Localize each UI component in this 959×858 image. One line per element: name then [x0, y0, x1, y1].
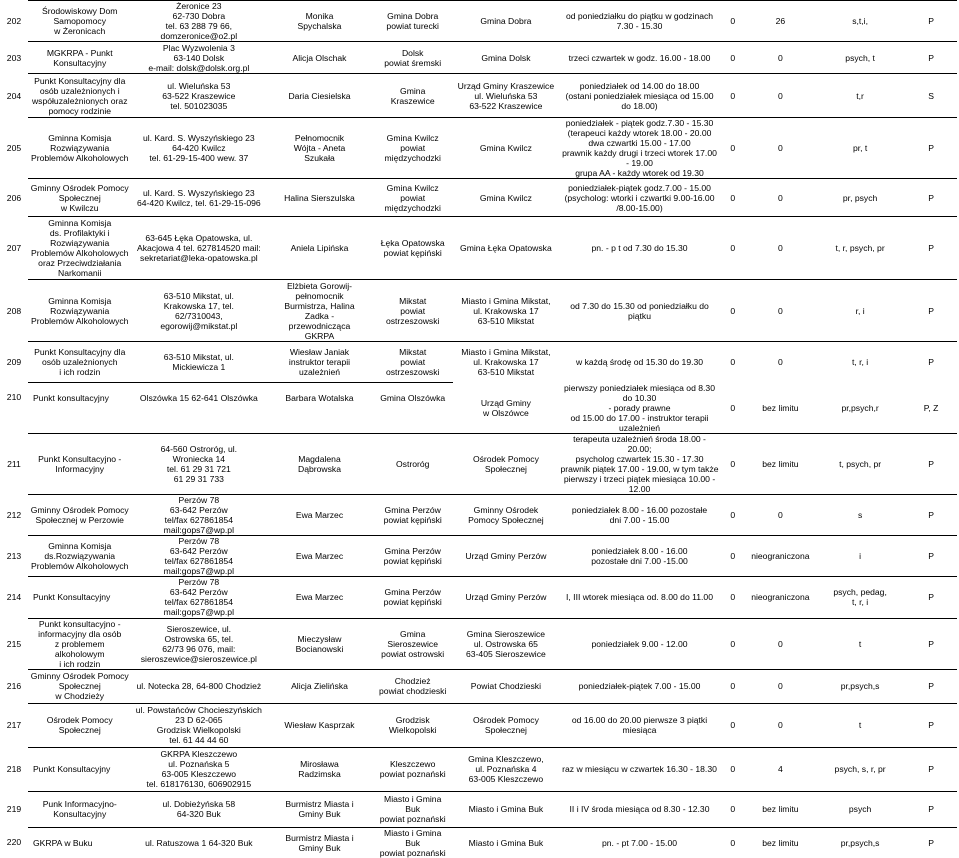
row-number: 213	[6, 550, 22, 561]
gmina-cell: Chodzież powiat chodzieski	[373, 669, 453, 703]
form-cell: P	[905, 342, 957, 383]
table-row	[0, 669, 957, 703]
value-cell-9: 0	[746, 74, 815, 118]
value-cell-9: nieograniczona	[746, 535, 815, 576]
row-number: 210	[6, 392, 22, 403]
hours-cell: poniedziałek od 14.00 do 18.00 (ostani poniedziałek miesiąca od 15.00 do 18.00)	[559, 74, 720, 118]
value-cell-8: 0	[720, 618, 746, 669]
institution-name: Gminna Komisja ds.Rozwiązywania Problemów Alkoholowych	[28, 535, 132, 576]
gmina-cell: Dolsk powiat śremski	[373, 42, 453, 74]
row-number: 204	[6, 90, 22, 101]
value-cell-9: 4	[746, 747, 815, 791]
hours-cell: w każdą środę od 15.30 do 19.30	[559, 342, 720, 383]
institution-name: Punkt Konsultacyjny	[28, 747, 132, 791]
institution-name: Gminna Komisja Rozwiązywania Problemów Alkoholowych	[28, 280, 132, 342]
hours-cell: poniedziałek-piątek 7.00 - 15.00	[559, 669, 720, 703]
table-row	[0, 747, 957, 791]
address-cell: ul. Wieluńska 53 63-522 Kraszewice tel. 501023035	[132, 74, 267, 118]
hours-cell: poniedziałek - piątek godz.7.30 - 15.30 (terapeuci każdy wtorek 18.00 - 20.00 dwa czwartki 15.00 - 17.00 prawnik każdy drugi i trzeci wtorek 17.00 - 19.00 grupa AA - każdy wtorek od 19.30	[559, 118, 720, 179]
institution-name: Punkt Konsultacyjny	[28, 576, 132, 618]
value-cell-9: bez limitu	[746, 433, 815, 494]
services-cell: t	[815, 618, 905, 669]
address-cell: ul. Dobieżyńska 58 64-320 Buk	[132, 791, 267, 827]
blank-cell	[28, 412, 132, 433]
blank-cell	[266, 412, 373, 433]
contact-person: Halina Sierszulska	[266, 179, 373, 217]
hours-cell: pn. - pt 7.00 - 15.00	[559, 827, 720, 858]
partner-cell: Miasto i Gmina Mikstat, ul. Krakowska 17 63-510 Mikstat	[453, 280, 560, 342]
institution-name: Środowiskowy Dom Samopomocy w Żeronicach	[28, 1, 132, 42]
address-cell: ul. Kard. S. Wyszyńskiego 23 64-420 Kwilcz, tel. 61-29-15-096	[132, 179, 267, 217]
gmina-cell: Mikstat powiat ostrzeszowski	[373, 342, 453, 383]
form-cell: P	[905, 791, 957, 827]
contact-person: Mirosława Radzimska	[266, 747, 373, 791]
address-cell: Żeronice 23 62-730 Dobra tel. 63 288 79 66, domzeronice@o2.pl	[132, 1, 267, 42]
partner-cell: Urząd Gminy Kraszewice ul. Wieluńska 53 63-522 Kraszewice	[453, 74, 560, 118]
address-cell: ul. Ratuszowa 1 64-320 Buk	[132, 827, 267, 858]
gmina-cell: Grodzisk Wielkopolski	[373, 703, 453, 747]
gmina-cell: Miasto i Gmina Buk powiat poznański	[373, 827, 453, 858]
partner-cell: Gmina Łęka Opatowska	[453, 217, 560, 280]
value-cell-9: 0	[746, 342, 815, 383]
value-cell-9: 0	[746, 494, 815, 535]
address-cell: ul. Powstańców Chocieszyńskich 23 D 62-065 Grodzisk Wielkopolski tel. 61 44 44 60	[132, 703, 267, 747]
address-cell: 63-510 Mikstat, ul. Krakowska 17, tel. 62/7310043, egorowij@mikstat.pl	[132, 280, 267, 342]
gmina-cell: Gmina Perzów powiat kępiński	[373, 535, 453, 576]
row-number: 209	[6, 357, 22, 367]
hours-cell: od 16.00 do 20.00 pierwsze 3 piątki miesiąca	[559, 703, 720, 747]
hours-cell: od 7.30 do 15.30 od poniedziałku do piątku	[559, 280, 720, 342]
table-row	[0, 217, 957, 280]
gmina-cell: Miasto i Gmina Buk powiat poznański	[373, 791, 453, 827]
form-cell: P	[905, 747, 957, 791]
value-cell-9: 0	[746, 42, 815, 74]
services-cell: i	[815, 535, 905, 576]
contact-person: Burmistrz Miasta i Gminy Buk	[266, 827, 373, 858]
partner-cell: Urząd Gminy w Olszówce	[480, 397, 531, 418]
form-cell: P, Z	[923, 402, 939, 413]
partner-cell: Urząd Gminy Perzów	[453, 535, 560, 576]
value-cell-9: 26	[746, 1, 815, 42]
table-row	[0, 179, 957, 217]
services-cell: t	[815, 703, 905, 747]
value-cell-8: 0	[720, 535, 746, 576]
table-row	[0, 703, 957, 747]
gmina-cell: Gmina Dobra powiat turecki	[373, 1, 453, 42]
form-cell: P	[905, 179, 957, 217]
services-cell: t,r	[815, 74, 905, 118]
institution-name: Punkt konsultacyjno - informacyjny dla osób z problemem alkoholowym i ich rodzin	[28, 618, 132, 669]
services-cell: psych	[815, 791, 905, 827]
row-number: 208	[6, 305, 22, 316]
services-cell: pr, t	[815, 118, 905, 179]
row-number: 220	[6, 837, 22, 848]
form-cell: P	[905, 1, 957, 42]
partner-cell: Gmina Sieroszewice ul. Ostrowska 65 63-405 Sieroszewice	[453, 618, 560, 669]
contact-person: Pełnomocnik Wójta - Aneta Szukała	[266, 118, 373, 179]
hours-cell: od poniedziałku do piątku w godzinach 7.30 - 15.30	[559, 1, 720, 42]
address-cell: Perzów 78 63-642 Perzów tel/fax 627861854 mail:gops7@wp.pl	[132, 576, 267, 618]
table-row	[0, 535, 957, 576]
address-cell: Plac Wyzwolenia 3 63-140 Dolsk e-mail: dolsk@dolsk.org.pl	[132, 42, 267, 74]
services-cell: t, r, i	[815, 342, 905, 383]
gmina-cell: Gmina Perzów powiat kępiński	[373, 576, 453, 618]
contact-person: Elżbieta Gorowij- pełnomocnik Burmistrza, Halina Zadka - przewodnicząca GKRPA	[266, 280, 373, 342]
form-cell: P	[905, 217, 957, 280]
partner-cell: Powiat Chodzieski	[453, 669, 560, 703]
value-cell-8: 0	[720, 179, 746, 217]
services-cell: psych, s, r, pr	[815, 747, 905, 791]
institution-name: Punkt Konsultacyjny dla osób uzależnionych i współuzależnionych oraz pomocy rodzinie	[28, 74, 132, 118]
address-cell: ul. Kard. S. Wyszyńskiego 23 64-420 Kwilcz tel. 61-29-15-400 wew. 37	[132, 118, 267, 179]
table-row	[0, 827, 957, 858]
value-cell-8: 0	[720, 342, 746, 383]
table-row	[0, 42, 957, 74]
address-cell: Perzów 78 63-642 Perzów tel/fax 627861854 mail:gops7@wp.pl	[132, 535, 267, 576]
partner-cell: Gmina Kwilcz	[453, 118, 560, 179]
row-number: 212	[6, 509, 22, 520]
value-cell-9: 0	[746, 179, 815, 217]
value-cell-8: 0	[720, 118, 746, 179]
form-cell: P	[905, 669, 957, 703]
form-cell: P	[905, 494, 957, 535]
gmina-cell: Ostroróg	[373, 433, 453, 494]
institution-name: Gminna Komisja Rozwiązywania Problemów Alkoholowych	[28, 118, 132, 179]
partner-cell: Urząd Gminy Perzów	[453, 576, 560, 618]
value-cell-9: 0	[746, 669, 815, 703]
value-cell-8: 0	[720, 494, 746, 535]
contact-person: Magdalena Dąbrowska	[266, 433, 373, 494]
value-cell-8: 0	[720, 747, 746, 791]
services-cell: pr,psych,s	[815, 827, 905, 858]
partner-cell: Miasto i Gmina Mikstat, ul. Krakowska 17 63-510 Mikstat	[453, 342, 560, 383]
services-cell: t, psych, pr	[815, 433, 905, 494]
hours-cell: poniedziałek 8.00 - 16.00 pozostałe dni 7.00 -15.00	[559, 535, 720, 576]
form-cell: P	[905, 703, 957, 747]
value-cell-8: 0	[720, 217, 746, 280]
address-cell: ul. Notecka 28, 64-800 Chodzież	[132, 669, 267, 703]
blank-cell	[0, 412, 28, 433]
table-row	[0, 74, 957, 118]
partner-cell: Gmina Kleszczewo, ul. Poznańska 4 63-005 Kleszczewo	[453, 747, 560, 791]
row-number: 202	[6, 16, 22, 26]
hours-cell: terapeuta uzależnień środa 18.00 - 20.00; psycholog czwartek 15.30 - 17.30 prawnik piątek 17.00 - 19.00, w tym także pierwszy i trzeci piątek miesiąca 10.00 - 12.00	[560, 433, 719, 494]
value-cell-8: 0	[720, 42, 746, 74]
institution-name: GKRPA w Buku	[28, 827, 132, 858]
row-number: 205	[6, 143, 22, 153]
form-cell: P	[905, 42, 957, 74]
institution-name: MGKRPA - Punkt Konsultacyjny	[28, 42, 132, 74]
table-row	[0, 576, 957, 618]
institution-name: Punk Informacyjno- Konsultacyjny	[28, 791, 132, 827]
value-cell-9: nieograniczona	[746, 576, 815, 618]
hours-cell: I, III wtorek miesiąca od. 8.00 do 11.00	[559, 576, 720, 618]
table-row	[0, 1, 957, 42]
row-number: 217	[6, 720, 22, 730]
gmina-cell: Gmina Kwilcz powiat międzychodzki	[373, 118, 453, 179]
partner-cell: Miasto i Gmina Buk	[453, 791, 560, 827]
institution-name: Gminny Ośrodek Pomocy Społecznej w Perzowie	[28, 494, 132, 535]
value-cell-8: 0	[730, 402, 736, 413]
value-cell-9: 0	[746, 618, 815, 669]
services-cell: pr,psych,s	[815, 669, 905, 703]
services-cell: psych, pedag, t, r, i	[815, 576, 905, 618]
form-cell: P	[905, 433, 957, 494]
address-cell: GKRPA Kleszczewo ul. Poznańska 5 63-005 Kleszczewo tel. 618176130, 606902915	[132, 747, 267, 791]
contact-person: Aniela Lipińska	[266, 217, 373, 280]
institution-name: Punkt Konsultacyjny dla osób uzależnionych i ich rodzin	[28, 342, 132, 383]
services-cell: pr,psych,r	[841, 402, 879, 413]
row-number: 211	[7, 458, 21, 469]
value-cell-8: 0	[720, 74, 746, 118]
row-number: 216	[6, 681, 22, 691]
services-cell: pr, psych	[815, 179, 905, 217]
value-cell-9: 0	[746, 280, 815, 342]
form-cell: P	[905, 827, 957, 858]
row-number: 214	[6, 592, 22, 602]
table-row	[0, 118, 957, 179]
gmina-cell: Gmina Olszówka	[373, 383, 453, 413]
institution-name: Gminny Ośrodek Pomocy Społecznej w Chodzieży	[28, 669, 132, 703]
institution-name: Gminna Komisja ds. Profilaktyki i Rozwiązywania Problemów Alkoholowych oraz Przeciwdziałania Narkomanii	[28, 217, 132, 280]
table-row	[0, 791, 957, 827]
contact-person: Ewa Marzec	[266, 535, 373, 576]
value-cell-9: 0	[746, 703, 815, 747]
hours-cell: poniedziałek 9.00 - 12.00	[559, 618, 720, 669]
form-cell: P	[905, 280, 957, 342]
gmina-cell: Gmina Kwilcz powiat międzychodzki	[373, 179, 453, 217]
table-row	[0, 280, 957, 342]
value-cell-8: 0	[720, 433, 746, 494]
value-cell-8: 0	[720, 703, 746, 747]
services-cell: t, r, psych, pr	[815, 217, 905, 280]
partner-cell: Gmina Dolsk	[453, 42, 560, 74]
contact-person: Wiesław Janiak instruktor terapii uzależnień	[266, 342, 373, 383]
institution-name: Punkt Konsultacyjno - Informacyjny	[28, 433, 132, 494]
row-number: 215	[6, 638, 22, 649]
contact-person: Ewa Marzec	[266, 576, 373, 618]
address-cell: 63-510 Mikstat, ul. Mickiewicza 1	[132, 342, 267, 383]
row-number: 203	[6, 52, 22, 63]
form-cell: P	[905, 118, 957, 179]
row-number: 206	[6, 192, 22, 203]
contact-person: Alicja Zielińska	[266, 669, 373, 703]
contact-person: Wiesław Kasprzak	[266, 703, 373, 747]
contact-person: Daria Ciesielska	[266, 74, 373, 118]
gmina-cell: Gmina Sieroszewice powiat ostrowski	[373, 618, 453, 669]
partner-cell: Gminny Ośrodek Pomocy Społecznej	[453, 494, 560, 535]
services-cell: r, i	[815, 280, 905, 342]
row-number: 219	[6, 804, 22, 814]
value-cell-8: 0	[720, 827, 746, 858]
value-cell-8: 0	[720, 669, 746, 703]
address-cell: Olszówka 15 62-641 Olszówka	[132, 383, 267, 413]
hours-cell: pn. - p t od 7.30 do 15.30	[559, 217, 720, 280]
contact-person: Mieczysław Bocianowski	[266, 618, 373, 669]
value-cell-8: 0	[720, 1, 746, 42]
institution-name: Punkt konsultacyjny	[28, 383, 132, 413]
gmina-cell: Mikstat powiat ostrzeszowski	[373, 280, 453, 342]
blank-cell	[373, 412, 453, 433]
contact-person: Alicja Olschak	[266, 42, 373, 74]
value-cell-8: 0	[720, 791, 746, 827]
table-row	[0, 342, 957, 383]
form-cell: P	[905, 618, 957, 669]
gmina-cell: Łęka Opatowska powiat kępiński	[373, 217, 453, 280]
table-row	[0, 433, 957, 494]
institution-name: Gminny Ośrodek Pomocy Społecznej w Kwilczu	[28, 179, 132, 217]
hours-cell: II i IV środa miesiąca od 8.30 - 12.30	[559, 791, 720, 827]
table-row	[0, 618, 957, 669]
contact-person: Barbara Wotalska	[266, 383, 373, 413]
value-cell-9: bez limitu	[746, 827, 815, 858]
form-cell: S	[905, 74, 957, 118]
row-number: 207	[6, 243, 22, 253]
value-cell-9: 0	[746, 217, 815, 280]
blank-cell	[132, 412, 267, 433]
gmina-cell: Gmina Kraszewice	[373, 74, 453, 118]
form-cell: P	[905, 576, 957, 618]
institution-name: Ośrodek Pomocy Społecznej	[28, 703, 132, 747]
hours-cell: pierwszy poniedziałek miesiąca od 8.30 do 10.30 - porady prawne od 15.00 do 17.00 - instruktor terapii uzależnień	[564, 382, 715, 433]
address-cell: 63-645 Łęka Opatowska, ul. Akacjowa 4 tel. 627814520 mail: sekretariat@leka-opatowska.pl	[132, 217, 267, 280]
hours-cell: poniedziałek-piątek godz.7.00 - 15.00 (psycholog: wtorki i czwartki 9.00-16.00 /8.00-15.00)	[559, 179, 720, 217]
partner-cell: Ośrodek Pomocy Społecznej	[453, 433, 560, 494]
partner-cell: Gmina Dobra	[453, 1, 560, 42]
value-cell-9: bez limitu	[746, 791, 815, 827]
services-cell: s	[815, 494, 905, 535]
partner-cell: Miasto i Gmina Buk	[453, 827, 560, 858]
partner-cell: Ośrodek Pomocy Społecznej	[453, 703, 560, 747]
hours-cell: trzeci czwartek w godz. 16.00 - 18.00	[559, 42, 720, 74]
contact-person: Ewa Marzec	[266, 494, 373, 535]
contact-person: Monika Spychalska	[266, 1, 373, 42]
gmina-cell: Gmina Perzów powiat kępiński	[373, 494, 453, 535]
table-row	[0, 494, 957, 535]
value-cell-9: bez limitu	[762, 402, 799, 413]
value-cell-8: 0	[720, 280, 746, 342]
services-cell: psych, t	[815, 42, 905, 74]
partner-cell: Gmina Kwilcz	[453, 179, 560, 217]
table-row	[0, 383, 957, 413]
address-cell: Perzów 78 63-642 Perzów tel/fax 627861854 mail:gops7@wp.pl	[132, 494, 267, 535]
value-cell-9: 0	[746, 118, 815, 179]
hours-cell: poniedziałek 8.00 - 16.00 pozostałe dni 7.00 - 15.00	[559, 494, 720, 535]
services-cell: s,t,i,	[815, 1, 905, 42]
value-cell-8: 0	[720, 576, 746, 618]
gmina-cell: Kleszczewo powiat poznański	[373, 747, 453, 791]
address-cell: Sieroszewice, ul. Ostrowska 65, tel. 62/73 96 076, mail: sieroszewice@sieroszewice.pl	[132, 618, 267, 669]
row-number: 218	[6, 764, 22, 774]
contact-person: Burmistrz Miasta i Gminy Buk	[266, 791, 373, 827]
form-cell: P	[905, 535, 957, 576]
hours-cell: raz w miesiącu w czwartek 16.30 - 18.30	[559, 747, 720, 791]
address-cell: 64-560 Ostroróg, ul. Wroniecka 14 tel. 61 29 31 721 61 29 31 733	[132, 433, 267, 494]
